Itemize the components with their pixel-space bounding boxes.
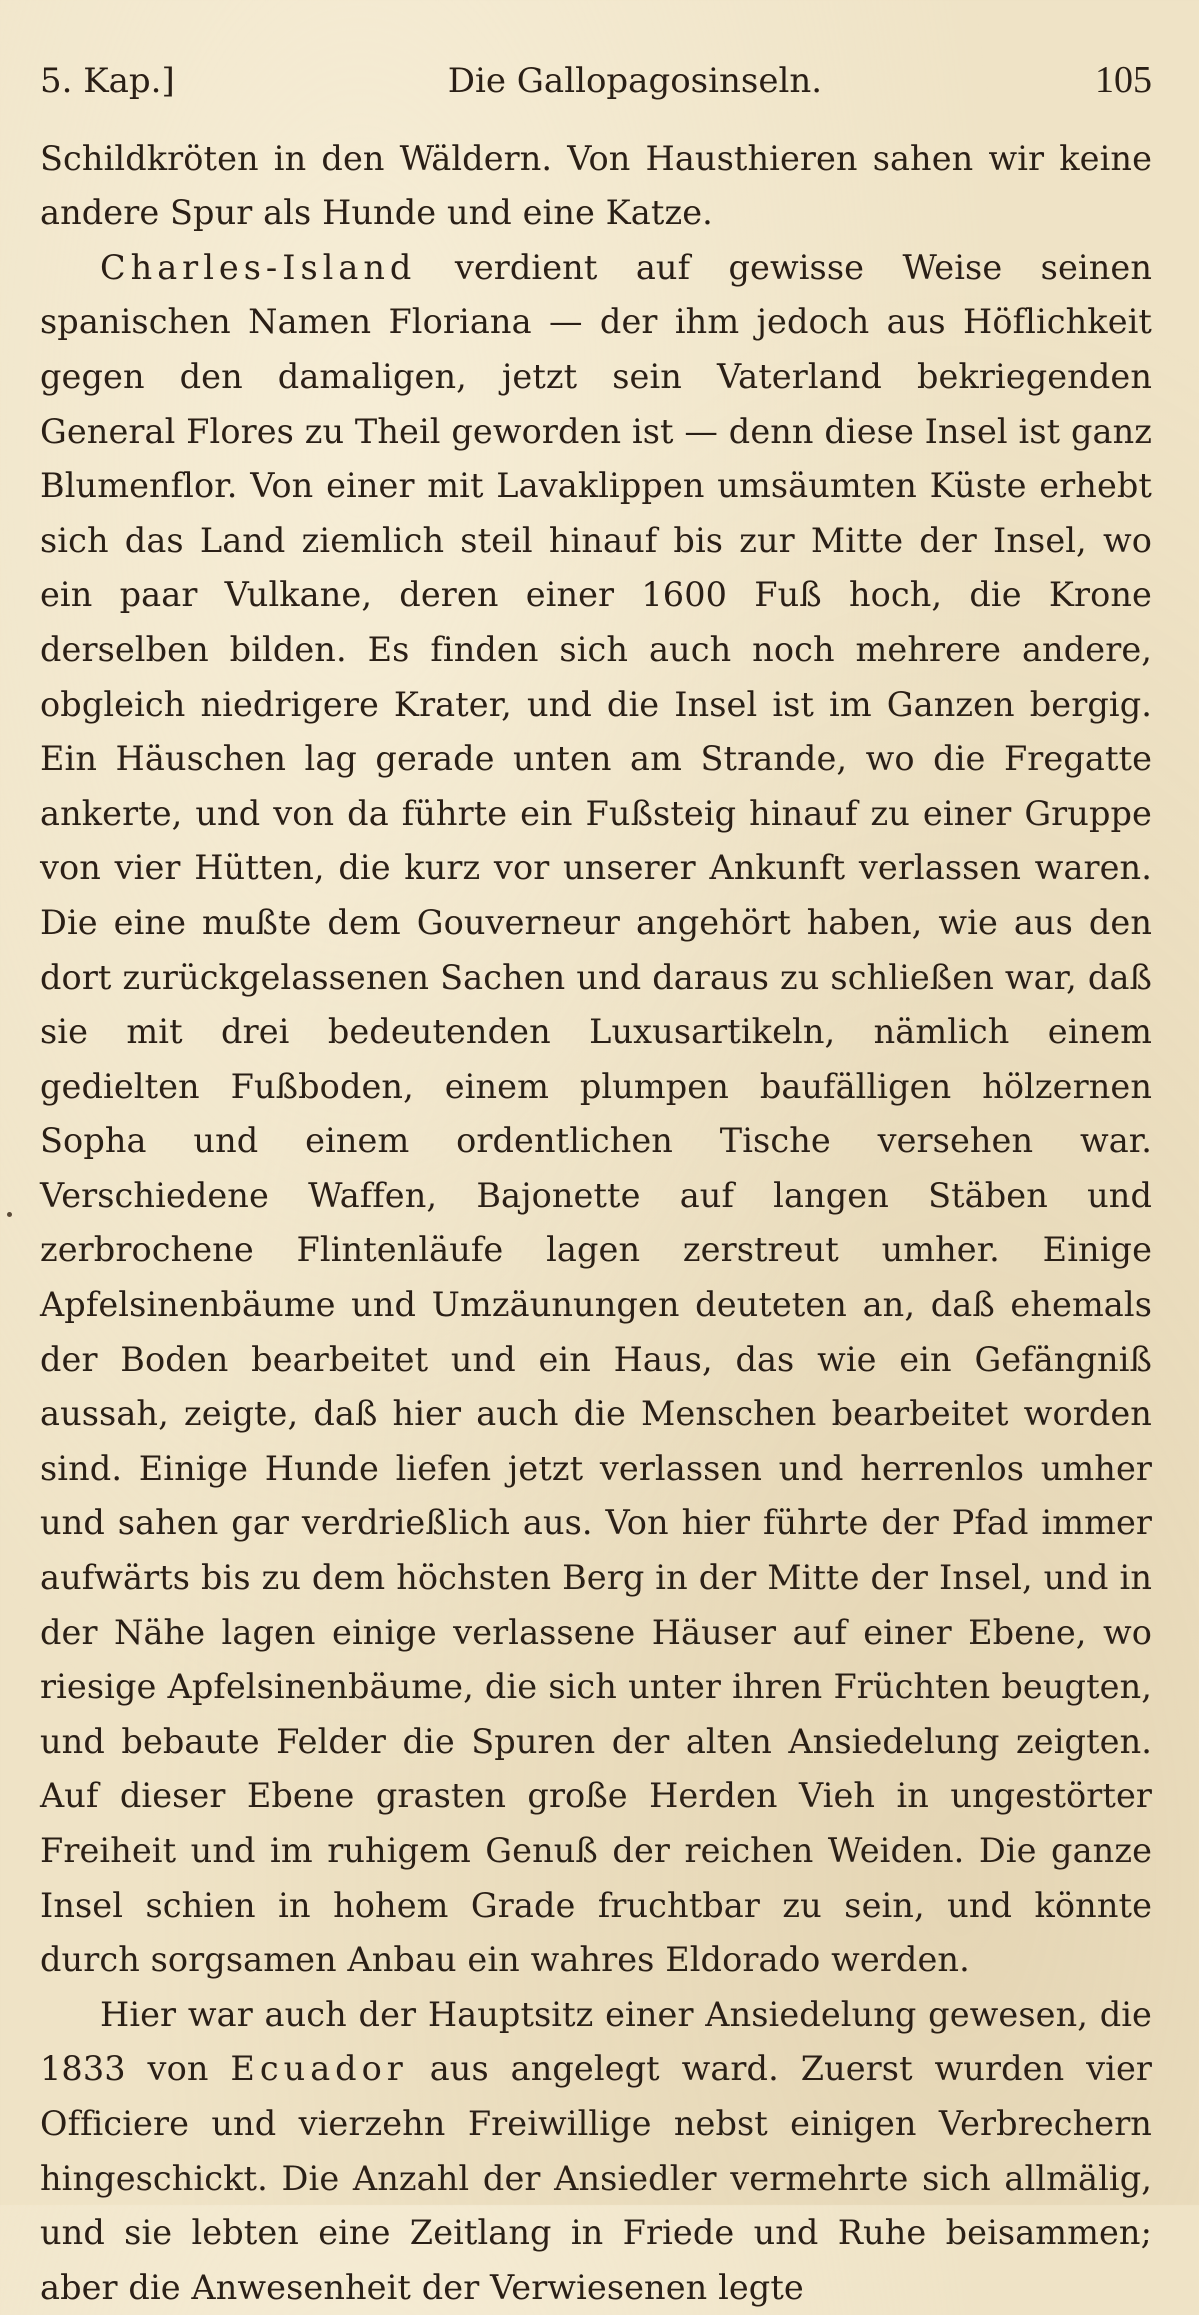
- paragraph-1: [40, 132, 1152, 241]
- paragraph-3-text-before: Hier war auch der Hauptsitz einer Ansiedelung gewesen, die 1833 von: [40, 1994, 1152, 2089]
- paragraph-3-text-after: aus angelegt ward. Zuerst wurden vier Officiere und vierzehn Freiwillige nebst einigen Verbrechern hingeschickt. Die Anzahl der Ansiedler vermehrte sich allmälig, und sie lebten eine Zeitlang in Friede und Ruhe beisammen; aber die Anwesenheit der Verwiesenen legte: [40, 2049, 1153, 2307]
- book-page: [40, 58, 1152, 2315]
- paragraph-2-text: verdient auf gewisse Weise seinen spanischen Namen Floriana — der ihm jedoch aus Höflichkeit gegen den damaligen, jetzt sein Vaterland bekriegenden General Flores zu Theil geworden ist — denn diese Insel ist ganz Blumenflor. Von einer mit Lavaklippen umsäumten Küste erhebt sich das Land ziemlich steil hinauf bis zur Mitte der Insel, wo ein paar Vulkane, deren einer 1600 Fuß hoch, die Krone derselben bilden. Es finden sich auch noch mehrere andere, obgleich niedrigere Krater, und die Insel ist im Ganzen bergig. Ein Häuschen lag gerade unten am Strande, wo die Fregatte ankerte, und von da führte ein Fußsteig hinauf zu einer Gruppe von vier Hütten, die kurz vor unserer Ankunft verlassen waren. Die eine mußte dem Gouverneur angehört haben, wie aus den dort zurückgelassenen Sachen und daraus zu schließen war, daß sie mit drei bedeutenden Luxusartikeln, nämlich einem gedielten Fußboden, einem plumpen baufälligen hölzernen Sopha und einem ordentlichen Tische versehen war. Verschiedene Waffen, Bajonette auf langen Stäben und zerbrochene Flintenläufe lagen zerstreut umher. Einige Apfelsinenbäume und Umzäunungen deuteten an, daß ehemals der Boden bearbeitet und ein Haus, das wie ein Gefängniß aussah, zeigte, daß hier auch die Menschen bearbeitet worden sind. Einige Hunde liefen jetzt verlassen und herrenlos umher und sahen gar verdrießlich aus. Von hier führte der Pfad immer aufwärts bis zu dem höchsten Berg in der Mitte der Insel, und in der Nähe lagen einige verlassene Häuser auf einer Ebene, wo riesige Apfelsinenbäume, die sich unter ihren Früchten beugten, und bebaute Felder die Spuren der alten Ansiedelung zeigten. Auf dieser Ebene grasten große Herden Vieh in ungestörter Freiheit und im ruhigem Genuß der reichen Weiden. Die ganze Insel schien in hohem Grade fruchtbar zu sein, und könnte durch sorgsamen Anbau ein wahres Eldorado werden.: [40, 247, 1152, 1980]
- chapter-label: 5. Kap.]: [40, 61, 175, 101]
- page-number: 105: [1095, 59, 1152, 101]
- paragraph-3: [40, 1988, 1152, 2315]
- running-head: [40, 58, 1152, 104]
- body-text: [40, 132, 1152, 2315]
- island-name-spaced: Charles-Island: [100, 247, 417, 287]
- country-name-spaced: Ecuador: [230, 2049, 408, 2089]
- margin-speck: [7, 1212, 12, 1217]
- paragraph-1-text: Schildkröten in den Wäldern. Von Hausthieren sahen wir keine andere Spur als Hunde und eine Katze.: [40, 138, 1152, 233]
- running-title: Die Gallopagosinseln.: [447, 61, 823, 101]
- paragraph-2: [40, 241, 1152, 1988]
